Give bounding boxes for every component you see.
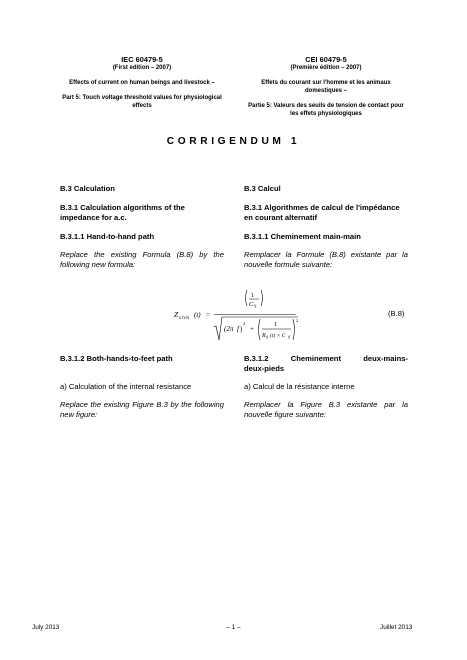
numerator-cs-sub: S [254,303,257,309]
inner-rs-arg: (t) × C [270,333,286,339]
exponent-two-first: 2 [243,321,246,326]
heading-b312-line2: deux-pieds [244,363,285,373]
footer-date-english: July 2013 [32,624,60,631]
numerator-cs: C [249,301,254,308]
heading-b311: B.3.1.1 Cheminement main-main [244,232,361,241]
inner-rs: R [262,333,266,339]
standard-title: Effects of current on human beings and livestock – [69,80,215,86]
document-title: CORRIGENDUM 1 [166,136,301,147]
page-number: – 1 – [226,624,241,631]
standard-part: Part 5: Touch voltage threshold values for physiological effects [62,95,222,109]
two-pi: (2π [224,325,234,333]
equation-number: (B.8) [388,309,405,318]
heading-b3: B.3 Calcul [244,184,281,193]
heading-b3: B.3 Calculation [60,184,115,193]
header-english [60,55,224,110]
standard-title: Effets du courant sur l'homme et les animaux domestiques – [261,80,391,94]
formula-equals: = [206,311,210,319]
instruction-figure: Replace the existing Figure B.3 by the following new figure: [60,400,224,419]
inner-one: 1 [274,321,278,328]
formula-lhs-arg: (t) [194,311,201,319]
plus-sign: + [250,325,254,333]
footer-date-french: Juillet 2013 [380,624,413,631]
heading-b311: B.3.1.1 Hand-to-hand path [60,232,155,241]
edition: (Première édition – 2007) [290,65,362,71]
heading-b31: B.3.1 Calculation algorithms of the impedance for a.c. [60,203,185,222]
inner-close-paren [293,319,295,340]
inner-rs-sub: S [266,334,269,340]
numerator-open-paren [246,290,248,306]
standard-number: CEI 60479-5 [305,55,347,64]
formula-lhs-sub: s h-h [179,316,189,321]
formula-lhs: Z [174,310,179,319]
f-symbol: f [237,325,239,333]
heading-b31: B.3.1 Algorithmes de calcul de l'impédance en courant alternatif [244,203,400,222]
standard-number: IEC 60479-5 [121,55,163,64]
edition: (First edition – 2007) [112,65,172,71]
numerator-close-paren [261,290,263,306]
instruction-formula: Remplacer la Formule (B.8) existante par la nouvelle formule suivante: [244,250,408,269]
exponent-two-second: 2 [296,318,299,323]
heading-b312: B.3.1.2 Both-hands-to-feet path [60,354,173,363]
formula-b8 [170,287,330,343]
instruction-figure: Remplacer la Figure B.3 existante par la nouvelle figure suivante: [244,400,408,419]
close-paren-sq: ) [240,325,243,333]
item-a: a) Calculation of the internal resistance [60,382,192,391]
header-french [244,55,408,118]
inner-cs-sub: S [288,334,291,340]
inner-open-paren [259,319,261,340]
heading-b312-line1: B.3.1.2 Cheminement deux-mains- [244,354,408,363]
item-a: a) Calcul de la résistance interne [244,382,355,391]
heading-b312 [244,354,408,373]
numerator-one: 1 [251,292,255,299]
instruction-formula: Replace the existing Formula (B.8) by the following new formula: [60,250,224,269]
standard-part: Partie 5: Valeurs des seuils de tension de contact pour les effets physiologiques [248,103,404,117]
